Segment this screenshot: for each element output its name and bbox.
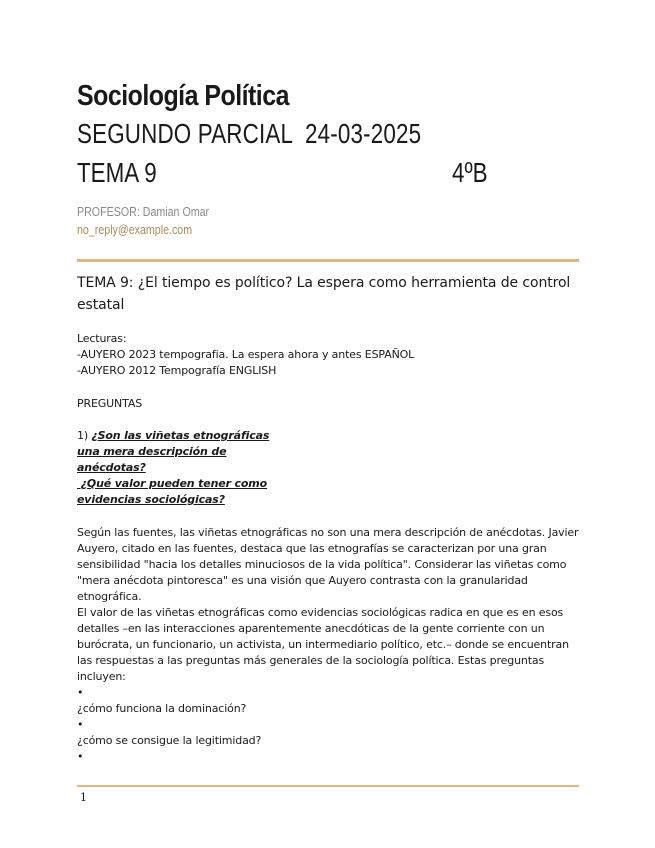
readings-block — [77, 331, 582, 379]
bottom-divider — [77, 785, 579, 787]
question-text-line: ¿Son las viñetas etnográficas — [91, 429, 270, 442]
bullet-marker: • — [77, 750, 84, 763]
readings-label: Lecturas: — [77, 332, 127, 345]
bullet-marker: • — [77, 718, 84, 731]
reading-item: -AUYERO 2012 Tempografía ENGLISH — [77, 364, 277, 377]
answer-paragraph: El valor de las viñetas etnográficas como evidencias sociológicas radica en que es en esos detalles –en las interacciones aparentemente anecdóticas de la gente corriente con un burócrata, un funcionario, un activista, un intermediario político, etc.– donde se encuentran las respuestas a las preguntas más generales de la sociología política. Estas preguntas incluyen: — [77, 606, 569, 683]
question-number: 1) — [77, 429, 92, 442]
answer-list-item: ¿cómo se consigue la legitimidad? — [77, 734, 262, 747]
answer-list-item: ¿cómo funciona la dominación? — [77, 702, 247, 715]
question-text-line: ¿Qué valor pueden tener como — [77, 477, 268, 490]
top-divider — [77, 259, 579, 262]
question-text-line: anécdotas? — [77, 461, 146, 474]
bullet-marker: • — [77, 686, 84, 699]
tema-label: TEMA 9 — [77, 157, 157, 188]
course-title: Sociología Política — [77, 80, 289, 112]
page-number: 1 — [80, 791, 87, 804]
topic-heading: TEMA 9: ¿El tiempo es político? La espera como herramienta de control estatal — [77, 275, 571, 313]
reading-item: -AUYERO 2023 tempografia. La espera ahora y antes ESPAÑOL — [77, 348, 415, 361]
grade-label: 4ºB — [452, 157, 488, 188]
answer-block — [77, 525, 582, 765]
questions-label: PREGUNTAS — [77, 397, 143, 410]
professor-email[interactable]: no_reply@example.com — [77, 222, 193, 237]
question-text-line: una mera descripción de — [77, 445, 227, 458]
exam-title: SEGUNDO PARCIAL 24-03-2025 — [77, 118, 422, 149]
answer-paragraph: Según las fuentes, las viñetas etnográficas no son una mera descripción de anécdotas. Javier Auyero, citado en las fuentes, destaca que las etnografías se caracterizan por una gran sensibilidad "hacia los detalles minuciosos de la vida política". Considerar las viñetas como "mera anécdota pintoresca" es una visión que Auyero contrasta con la granularidad etnográfica. — [77, 526, 579, 603]
question-1 — [77, 428, 337, 508]
question-text-line: evidencias sociológicas? — [77, 493, 225, 506]
professor-name: PROFESOR: Damian Omar — [77, 204, 210, 219]
